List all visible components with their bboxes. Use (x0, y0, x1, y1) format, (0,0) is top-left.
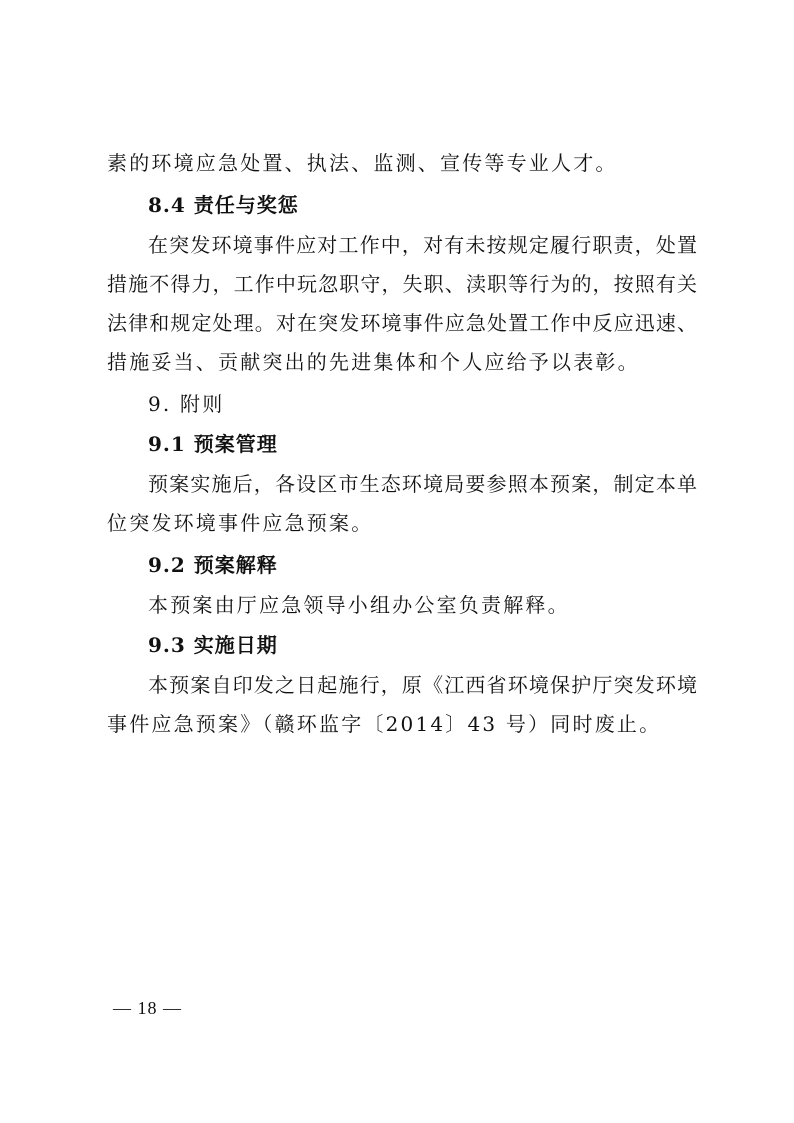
paragraph-responsibility-line-2: 措施不得力，工作中玩忽职守，失职、渎职等行为的，按照有关 (107, 272, 697, 296)
section-heading-9-1: 9.1 预案管理 (148, 432, 278, 456)
paragraph-effective-date-line-1: 本预案自印发之日起施行，原《江西省环境保护厅突发环境 (148, 673, 697, 697)
page-number: — 18 — (113, 998, 182, 1018)
paragraph-plan-management-line-2: 位突发环境事件应急预案。 (107, 511, 374, 535)
paragraph-responsibility-line-3: 法律和规定处理。对在突发环境事件应急处置工作中反应迅速、 (107, 311, 697, 335)
section-heading-8-4: 8.4 责任与奖惩 (148, 193, 299, 217)
paragraph-continuation-line: 素的环境应急处置、执法、监测、宣传等专业人才。 (107, 151, 618, 175)
section-heading-9-2: 9.2 预案解释 (148, 553, 278, 577)
paragraph-effective-date-line-2: 事件应急预案》（赣环监字〔2014〕43 号）同时废止。 (107, 712, 662, 736)
section-heading-9-3: 9.3 实施日期 (148, 633, 278, 657)
paragraph-responsibility-line-1: 在突发环境事件应对工作中，对有未按规定履行职责，处置 (148, 233, 697, 257)
section-heading-9: 9. 附则 (148, 392, 225, 416)
paragraph-responsibility-line-4: 措施妥当、贡献突出的先进集体和个人应给予以表彰。 (107, 350, 640, 374)
paragraph-plan-management-line-1: 预案实施后，各设区市生态环境局要参照本预案，制定本单 (148, 472, 697, 496)
paragraph-plan-interpretation: 本预案由厅应急领导小组办公室负责解释。 (148, 593, 570, 617)
